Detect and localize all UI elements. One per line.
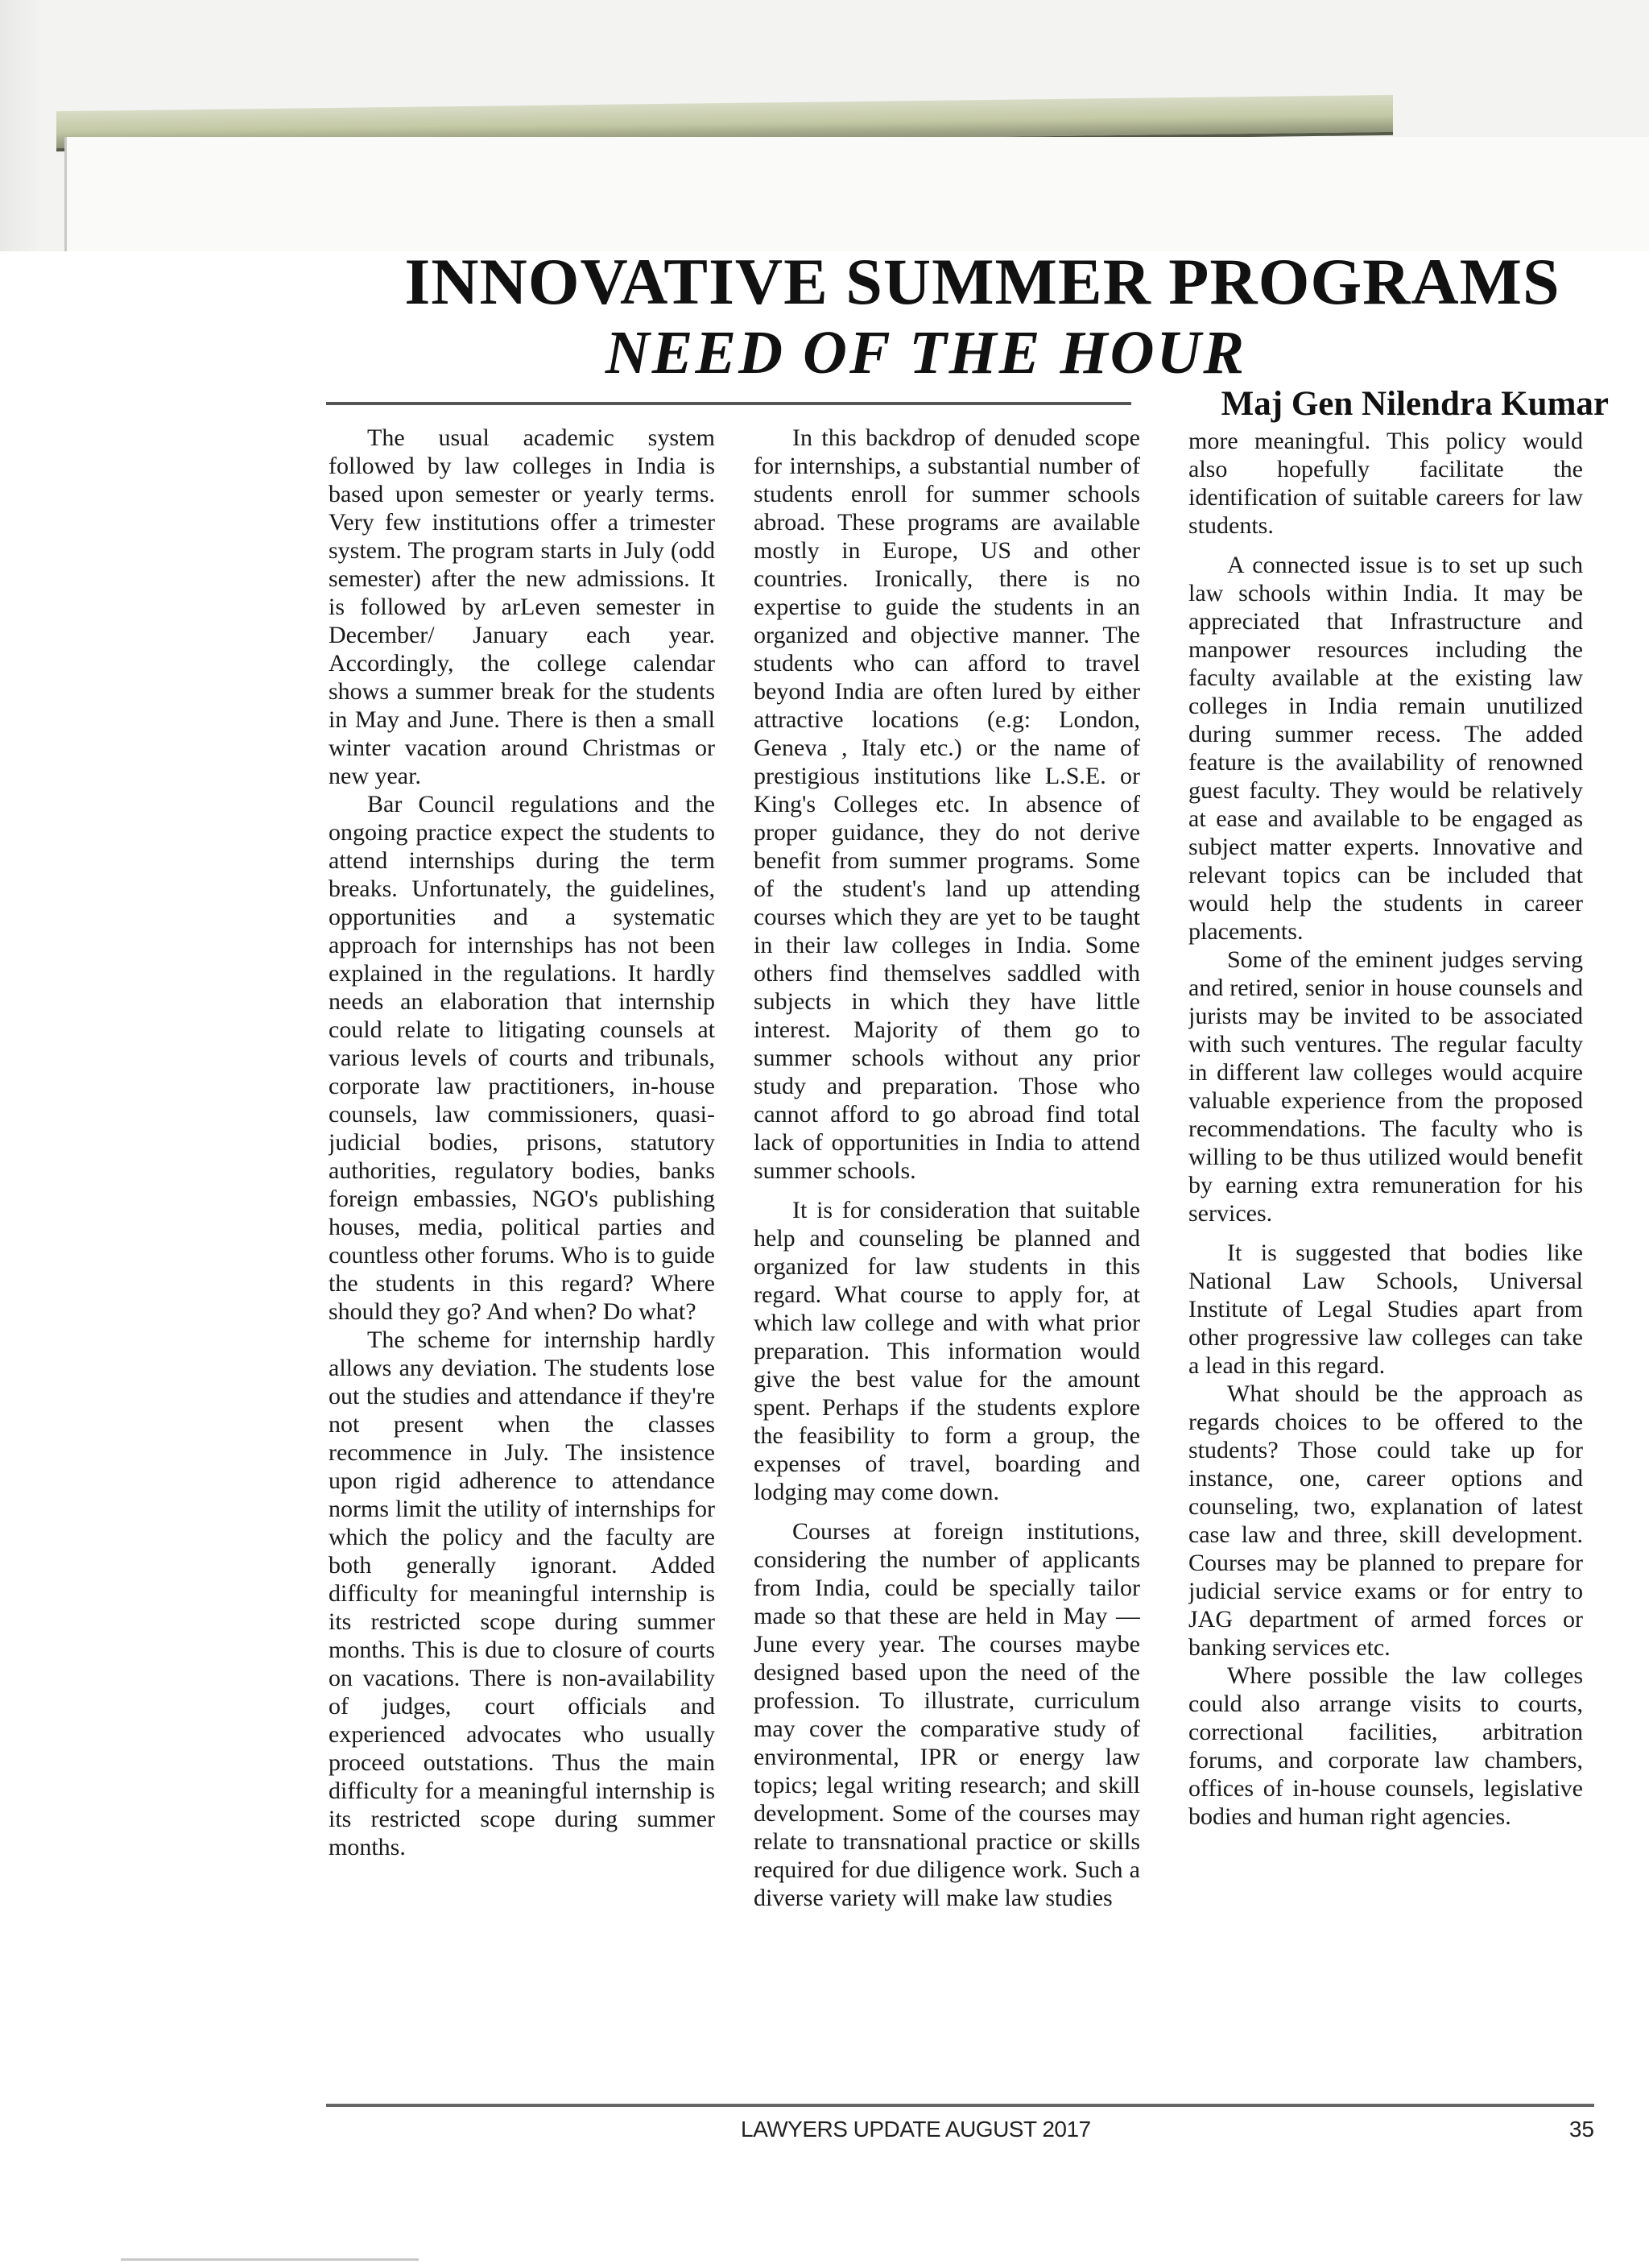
paragraph: Bar Council regulations and the ongoing practice expect the students to attend internships during the term breaks. Unfortunately, the guidelines, opportunities and a systematic approach for internships has not been explained in the regulations. It hardly needs an elaboration that internship could relate to litigating counsels at various levels of courts and tribunals, corporate law practitioners, in-house counsels, law commissioners, quasi-judicial bodies, prisons, statutory authorities, regulatory bodies, banks foreign embassies, NGO's publishing houses, media, political parties and countless other forums. Who is to guide the students in this regard? Where should they go? And when? Do what? — [329, 791, 715, 1325]
article-author: Maj Gen Nilendra Kumar — [1221, 385, 1609, 423]
paragraph: Where possible the law colleges could also arrange visits to courts, correctional facilities, arbitration forums, and corporate law chambers, offices of in-house counsels, legislative bodies and human right agencies. — [1188, 1662, 1583, 1830]
text-column-3 — [1188, 427, 1583, 2094]
paragraph: It is for consideration that suitable help and counseling be planned and organized for law students in this regard. What course to apply for, at which law college and with what prior preparation. This information would give the best value for the amount spent. Perhaps if the students explore the feasibility to form a group, the expenses of travel, boarding and lodging may come down. — [754, 1197, 1140, 1505]
scan-underlying-sheet — [64, 137, 1649, 255]
title-divider — [326, 402, 1131, 405]
text-column-2 — [754, 424, 1140, 2091]
page-number: 35 — [1568, 2117, 1594, 2142]
scan-bottom-mark — [121, 2258, 419, 2261]
article-title: INNOVATIVE SUMMER PROGRAMS — [404, 245, 1560, 318]
paragraph: Some of the eminent judges serving and retired, senior in house counsels and jurists may be invited to be associated with such ventures. The regular faculty in different law colleges would acquire valuable experience from the proposed recommendations. The faculty who is willing to be thus utilized would benefit by earning extra remuneration for his services. — [1188, 946, 1583, 1227]
footer-divider — [326, 2104, 1594, 2107]
paragraph: The usual academic system followed by law colleges in India is based upon semester or yearly terms. Very few institutions offer a trimester system. The program starts in July (odd semester) after the new admissions. It is followed by arLeven semester in December/ January each year. Accordingly, the college calendar shows a summer break for the students in May and June. There is then a small winter vacation around Christmas or new year. — [329, 424, 715, 789]
footer-publication: LAWYERS UPDATE AUGUST 2017 — [741, 2117, 1091, 2142]
paragraph: The scheme for internship hardly allows any deviation. The students lose out the studies and attendance if they're not present when the classes recommence in July. The insistence upon rigid adherence to attendance norms limit the utility of internships for which the policy and the faculty are both generally ignorant. Added difficulty for meaningful internship is its restricted scope during summer months. This is due to closure of courts on vacations. There is non-availability of judges, court officials and experienced advocates who usually proceed outstations. Thus the main difficulty for a meaningful internship is its restricted scope during summer months. — [329, 1326, 715, 1860]
paragraph: A connected issue is to set up such law schools within India. It may be appreciated that Infrastructure and manpower resources including the faculty available at the existing law colleges in India remain unutilized during summer recess. The added feature is the availability of renowned guest faculty. They would be relatively at ease and available to be engaged as subject matter experts. Innovative and relevant topics can be included that would help the students in career placements. — [1188, 552, 1583, 945]
paragraph: In this backdrop of denuded scope for internships, a substantial number of students enroll for summer schools abroad. These programs are available mostly in Europe, US and other countries. Ironically, there is no expertise to guide the students in an organized and objective manner. The students who can afford to travel beyond India are often lured by either attractive locations (e.g: London, Geneva , Italy etc.) or the name of prestigious institutions like L.S.E. or King's Colleges etc. In absence of proper guidance, they do not derive benefit from summer programs. Some of the student's land up attending courses which they are yet to be taught in their law colleges in India. Some others find themselves saddled with subjects in which they have little interest. Majority of them go to summer schools without any prior study and preparation. Those who cannot afford to go abroad find total lack of opportunities in India to attend summer schools. — [754, 424, 1140, 1184]
scan-shadow — [0, 0, 39, 251]
paragraph: more meaningful. This policy would also hopefully facilitate the identification of suitable careers for law students. — [1188, 428, 1583, 539]
paragraph: What should be the approach as regards choices to be offered to the students? Those could take up for instance, one, career options and counseling, two, explanation of latest case law and three, skill development. Courses may be planned to prepare for judicial service exams or for entry to JAG department of armed forces or banking services etc. — [1188, 1380, 1583, 1661]
scanned-page-edge — [0, 0, 1649, 251]
paragraph: It is suggested that bodies like National Law Schools, Universal Institute of Legal Studies apart from other progressive law colleges can take a lead in this regard. — [1188, 1240, 1583, 1379]
text-column-1 — [329, 424, 715, 2091]
article-subtitle: NEED OF THE HOUR — [605, 319, 1247, 387]
paragraph: Courses at foreign institutions, considering the number of applicants from India, could be specially tailor made so that these are held in May — June every year. The courses maybe designed based upon the need of the profession. To illustrate, curriculum may cover the comparative study of environmental, IPR or energy law topics; legal writing research; and skill development. Some of the courses may relate to transnational practice or skills required for due diligence work. Such a diverse variety will make law studies — [754, 1518, 1140, 1911]
